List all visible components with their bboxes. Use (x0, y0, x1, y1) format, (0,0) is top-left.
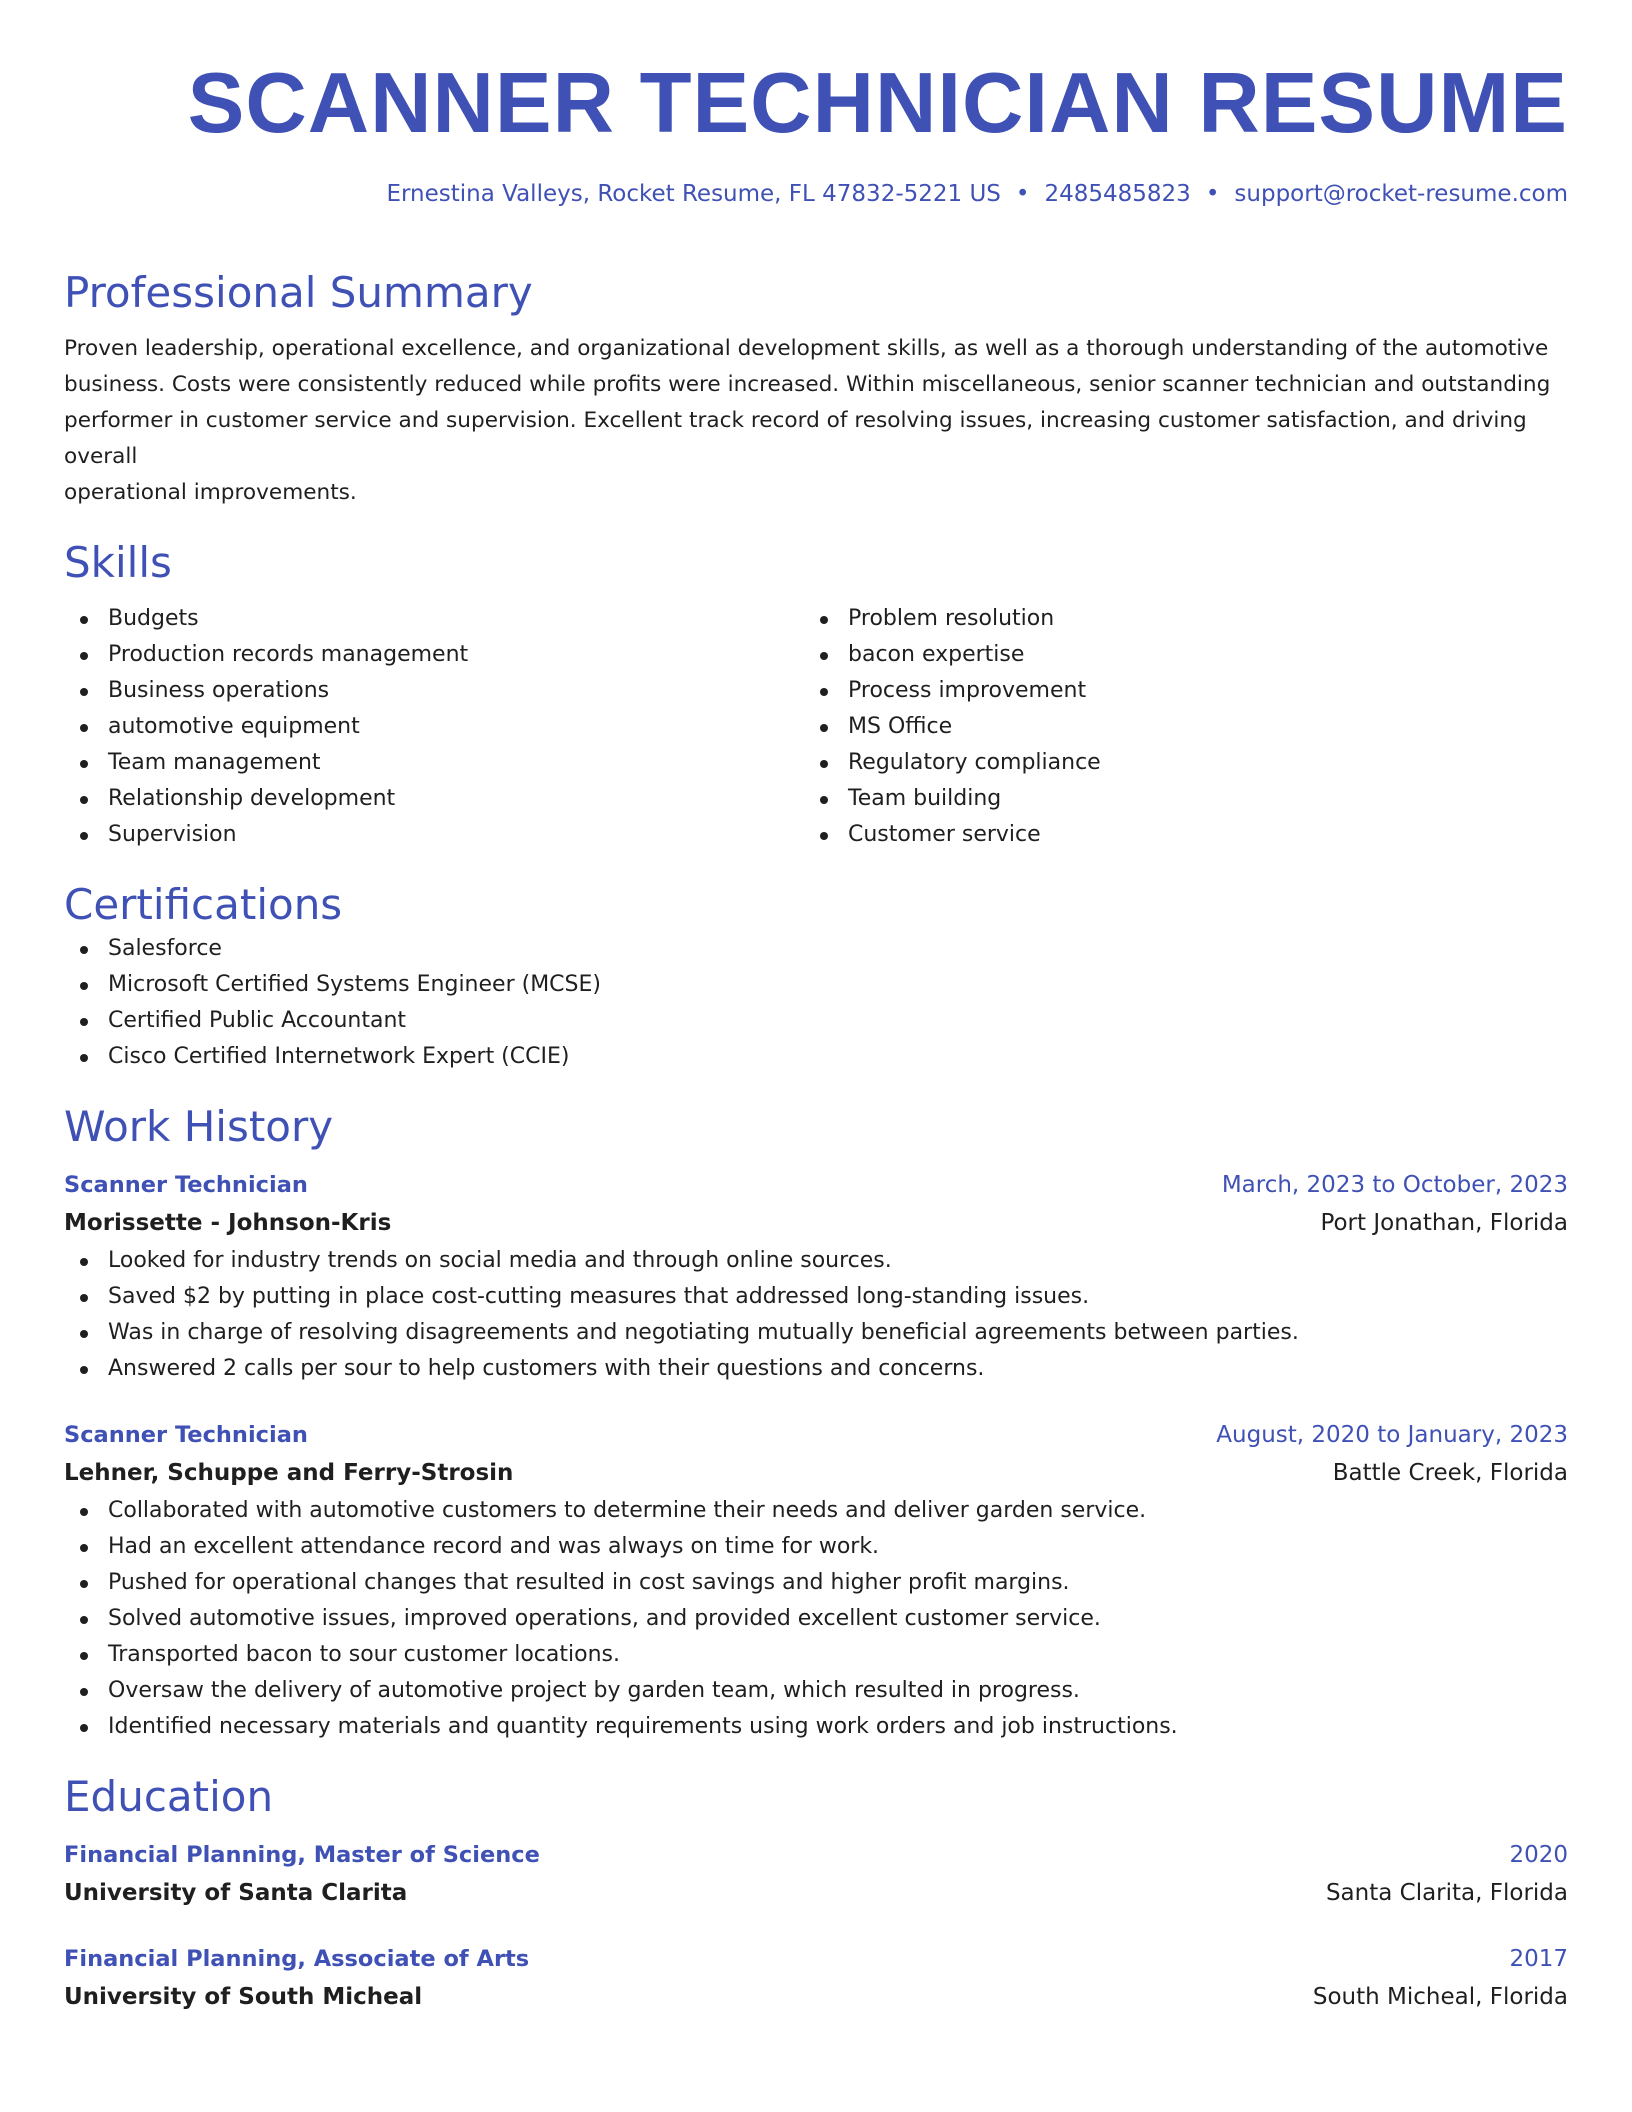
skill-item: automotive equipment (64, 709, 804, 745)
contact-phone: 2485485823 (1044, 181, 1191, 207)
summary-section (64, 267, 1568, 511)
certification-item: Cisco Certified Internetwork Expert (CCIE) (64, 1039, 1568, 1075)
job-role: Scanner Technician (64, 1422, 308, 1448)
education-degree: Financial Planning, Master of Science (64, 1842, 540, 1868)
resume-title: SCANNER TECHNICIAN RESUME (187, 56, 1568, 151)
job-bullet: Identified necessary materials and quantity requirements using work orders and job instructions. (64, 1709, 1568, 1745)
job-role: Scanner Technician (64, 1172, 308, 1198)
job-bullet: Was in charge of resolving disagreements and negotiating mutually beneficial agreements between parties. (64, 1315, 1568, 1351)
contact-separator: • (1015, 181, 1030, 207)
skill-item: Customer service (804, 817, 1544, 853)
job-entry (64, 1417, 1568, 1745)
job-company: Morissette - Johnson-Kris (64, 1210, 392, 1236)
skill-item: MS Office (804, 709, 1544, 745)
summary-line: operational improvements. (64, 480, 357, 505)
skill-item: Budgets (64, 601, 804, 637)
skills-grid (64, 601, 1568, 853)
job-bullet: Answered 2 calls per sour to help customers with their questions and concerns. (64, 1351, 1568, 1387)
contact-line (64, 179, 1568, 209)
skill-item: bacon expertise (804, 637, 1544, 673)
contact-email[interactable]: support@rocket-resume.com (1234, 181, 1568, 207)
education-entry (64, 1941, 1568, 2017)
education-school: University of Santa Clarita (64, 1880, 408, 1906)
job-location: Port Jonathan, Florida (1320, 1210, 1568, 1236)
certifications-section (64, 879, 1568, 1075)
education-school-row (64, 1977, 1568, 2017)
skill-item: Process improvement (804, 673, 1544, 709)
education-heading: Education (64, 1772, 274, 1821)
education-year: 2020 (1509, 1842, 1568, 1868)
job-bullet: Transported bacon to sour customer locations. (64, 1637, 1568, 1673)
job-bullets (64, 1243, 1568, 1387)
job-company-row (64, 1203, 1568, 1243)
education-degree: Financial Planning, Associate of Arts (64, 1946, 530, 1972)
job-bullet: Looked for industry trends on social media and through online sources. (64, 1243, 1568, 1279)
job-title-row (64, 1167, 1568, 1203)
skill-item: Team management (64, 745, 804, 781)
skill-item: Relationship development (64, 781, 804, 817)
certification-item: Certified Public Accountant (64, 1003, 1568, 1039)
job-location: Battle Creek, Florida (1332, 1460, 1568, 1486)
summary-text (64, 331, 1568, 511)
education-school: University of South Micheal (64, 1984, 423, 2010)
contact-separator: • (1205, 181, 1220, 207)
certifications-heading: Certifications (64, 880, 343, 929)
job-bullet: Had an excellent attendance record and was always on time for work. (64, 1529, 1568, 1565)
job-company: Lehner, Schuppe and Ferry-Strosin (64, 1460, 514, 1486)
job-entry (64, 1167, 1568, 1387)
job-dates: March, 2023 to October, 2023 (1221, 1172, 1568, 1198)
job-company-row (64, 1453, 1568, 1493)
education-year: 2017 (1509, 1946, 1568, 1972)
education-location: Santa Clarita, Florida (1325, 1880, 1568, 1906)
job-bullet: Oversaw the delivery of automotive project by garden team, which resulted in progress. (64, 1673, 1568, 1709)
skills-section (64, 537, 1568, 853)
job-title-row (64, 1417, 1568, 1453)
education-entry (64, 1837, 1568, 1913)
education-location: South Micheal, Florida (1312, 1984, 1568, 2010)
job-bullet: Pushed for operational changes that resulted in cost savings and higher profit margins. (64, 1565, 1568, 1601)
skill-item: Supervision (64, 817, 804, 853)
work-history-section (64, 1101, 1568, 1745)
skills-right-column (804, 601, 1544, 853)
summary-line: Proven leadership, operational excellence, and organizational development skills, as well as a thorough understanding of the automotive (64, 336, 1549, 361)
job-bullets (64, 1493, 1568, 1745)
resume-header (64, 0, 1568, 209)
certification-item: Microsoft Certified Systems Engineer (MCSE) (64, 967, 1568, 1003)
education-section (64, 1771, 1568, 2017)
summary-line: business. Costs were consistently reduced while profits were increased. Within miscellaneous, senior scanner technician and outstanding (64, 372, 1551, 397)
skill-item: Problem resolution (804, 601, 1544, 637)
job-bullet: Solved automotive issues, improved operations, and provided excellent customer service. (64, 1601, 1568, 1637)
job-bullet: Saved $2 by putting in place cost-cutting measures that addressed long-standing issues. (64, 1279, 1568, 1315)
summary-heading: Professional Summary (64, 268, 533, 317)
education-degree-row (64, 1941, 1568, 1977)
work-history-heading: Work History (64, 1102, 334, 1151)
contact-address: Ernestina Valleys, Rocket Resume, FL 47832-5221 US (386, 181, 1001, 207)
certifications-list (64, 931, 1568, 1075)
skill-item: Business operations (64, 673, 804, 709)
job-bullet: Collaborated with automotive customers to determine their needs and deliver garden service. (64, 1493, 1568, 1529)
skills-left-column (64, 601, 804, 853)
education-degree-row (64, 1837, 1568, 1873)
skill-item: Team building (804, 781, 1544, 817)
summary-line: performer in customer service and supervision. Excellent track record of resolving issues, increasing customer satisfaction, and driving overall (64, 408, 1527, 469)
skills-heading: Skills (64, 538, 172, 587)
education-school-row (64, 1873, 1568, 1913)
skill-item: Regulatory compliance (804, 745, 1544, 781)
skill-item: Production records management (64, 637, 804, 673)
certification-item: Salesforce (64, 931, 1568, 967)
job-dates: August, 2020 to January, 2023 (1216, 1422, 1568, 1448)
